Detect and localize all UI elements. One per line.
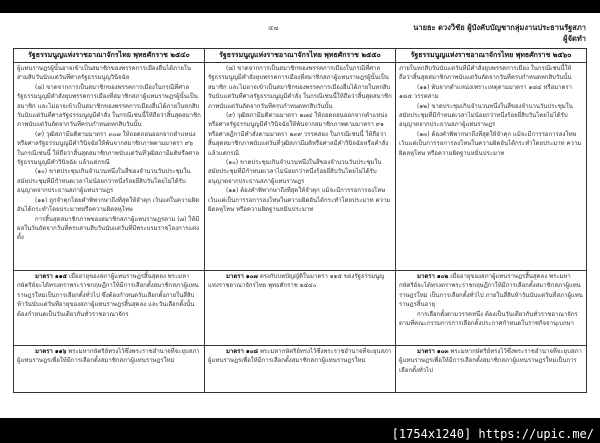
paragraph-text: พระมหากษัตริย์ทรงไว้ซึ่งพระราชอำนาจที่จะยุบสภาผู้แทนราษฎรเพื่อให้มีการเลือกตั้งสมาชิกสภาผู้แทนราษฎรใหม่เป็นการเลือกตั้งทั่วไป xyxy=(399,348,582,374)
paragraph xyxy=(399,102,583,130)
paragraph xyxy=(208,347,392,366)
paragraph-text: (๑๑) พ้นจากตำแหน่งเพราะเหตุตามมาตรา ๑๘๔ หรือมาตรา ๑๘๕ วรรคสาม xyxy=(399,83,573,101)
table-cell xyxy=(14,346,205,393)
paragraph xyxy=(17,130,201,168)
paragraph xyxy=(208,186,392,214)
column-header-2550: รัฐธรรมนูญแห่งราชอาณาจักรไทย พุทธศักราช ๒๕๕๐ xyxy=(205,49,396,63)
table-cell xyxy=(205,63,396,271)
author-block xyxy=(413,22,586,44)
section-number: มาตรา ๑๑๖ xyxy=(35,348,67,355)
section-number: มาตรา ๑๐๒ xyxy=(417,273,449,280)
paragraph-text: (๑๐) ขาดประชุมเกินจำนวนหนึ่งในสี่ของจำนวนวันประชุมในสมัยประชุมที่มีกำหนดเวลาไม่น้อยกว่าหนึ่งร้อยยี่สิบวันโดยไม่ได้รับอนุญาตจากประธานสภาผู้แทนราษฎร xyxy=(17,168,191,195)
paragraph-text: (๑๒) ขาดประชุมเกินจำนวนหนึ่งในสี่ของจำนวนวันประชุมในสมัยประชุมที่มีกำหนดเวลาไม่น้อยกว่าหนึ่งร้อยยี่สิบวันโดยไม่ได้รับอนุญาตจากประธานสภาผู้แทนราษฎร xyxy=(399,102,573,129)
paragraph xyxy=(17,272,201,319)
paragraph xyxy=(17,64,201,83)
section-number: มาตรา ๑๑๕ xyxy=(35,273,68,280)
paragraph xyxy=(399,272,583,310)
table-cell xyxy=(205,346,396,393)
table-row xyxy=(14,63,587,271)
column-header-2560: รัฐธรรมนูญแห่งราชอาณาจักรไทย พุทธศักราช ๒๕๖๐ xyxy=(396,49,587,63)
paragraph-text: การสิ้นสุดสมาชิกภาพของสมาชิกสภาผู้แทนราษฎรตาม (๗) ให้มีผลในวันถัดจากวันที่ครบสามสิบวันนับแต่วันที่มีพระบรมราชโองการแต่งตั้ง xyxy=(17,215,200,242)
paragraph-text: (๘) ขาดจากการเป็นสมาชิกของพรรคการเมืองในกรณีที่ศาลรัฐธรรมนูญมีคำสั่งยุบพรรคการเมืองที่สมาชิกสภาผู้แทนราษฎรผู้นั้นเป็นสมาชิก และไม่อาจเข้าเป็นสมาชิกของพรรคการเมืองอื่นได้ภายในหกสิบวันนับแต่วันที่ศาลรัฐธรรมนูญมีคำสั่ง ในกรณีเช่นนี้ให้ถือว่าสิ้นสุดสมาชิกภาพนับแต่วันถัดจากวันที่ครบกำหนดหกสิบวันนั้น xyxy=(17,83,201,129)
page-number: ๕๗ xyxy=(268,24,279,32)
table-cell xyxy=(396,63,587,271)
section-number: มาตรา ๑๐๓ xyxy=(417,348,449,355)
paragraph-text: (๑๓) ต้องคำพิพากษาถึงที่สุดให้จำคุก แม้จะมีการรอการลงโทษ เว้นแต่เป็นการรอการลงโทษในความผิดอันได้กระทำโดยประมาท ความผิดลหุโทษ หรือความผิดฐานหมิ่นประมาท xyxy=(399,130,582,157)
paragraph-text: (๙) วุฒิสภามีมติตามมาตรา ๒๗๔ ให้ถอดถอนออกจากตำแหน่ง หรือศาลรัฐธรรมนูญมีคำวินิจฉัยให้พ้นจากสมาชิกภาพตามมาตรา ๙๑ หรือศาลฎีกามีคำสั่งตามมาตรา ๒๓๙ วรรคสอง ในกรณีเช่นนี้ ให้ถือว่าสิ้นสุดสมาชิกภาพนับแต่วันที่วุฒิสภามีมติหรือศาลมีคำวินิจฉัยหรือคำสั่ง แล้วแต่กรณี xyxy=(208,112,389,157)
paragraph xyxy=(208,111,392,158)
paragraph-text: (๑๑) ต้องคำพิพากษาถึงที่สุดให้จำคุก แม้จะมีการรอการลงโทษ เว้นแต่เป็นการรอการลงโทษในความผิดอันได้กระทำโดยประมาท ความผิดลหุโทษ หรือความผิดฐานหมิ่นประมาท xyxy=(208,187,391,214)
paragraph-text: การเลือกตั้งตามวรรคหนึ่ง ต้องเป็นวันเดียวกันทั่วราชอาณาจักร ตามที่คณะกรรมการการเลือกตั้งประกาศกำหนดในราชกิจจานุเบกษา xyxy=(399,310,578,328)
author-name: นายธะ ดวงวิชัย ผู้บังคับบัญชากลุ่มงานประธานรัฐสภา xyxy=(413,23,586,32)
paragraph xyxy=(208,272,392,291)
paragraph xyxy=(17,196,201,215)
paragraph-text: ภายในหกสิบวันนับแต่วันที่มีคำสั่งยุบพรรคการเมือง ในกรณีเช่นนี้ให้ถือว่าสิ้นสุดสมาชิกภาพนับแต่วันถัดจากวันที่ครบกำหนดหกสิบวันนั้น xyxy=(399,65,572,82)
paragraph xyxy=(208,158,392,186)
paragraph-text: (๙) วุฒิสภามีมติตามมาตรา ๓๐๗ ให้ถอดถอนออกจากตำแหน่ง หรือศาลรัฐธรรมนูญมีคำวินิจฉัยให้พ้นจากสมาชิกภาพตามมาตรา ๙๖ ในกรณีเช่นนี้ ให้ถือว่าสิ้นสุดสมาชิกภาพนับแต่วันที่วุฒิสภามีมติหรือศาลรัฐธรรมนูญมีคำวินิจฉัย แล้วแต่กรณี xyxy=(17,130,200,167)
table-row xyxy=(14,271,587,346)
table-cell xyxy=(396,271,587,346)
table-cell xyxy=(205,271,396,346)
section-number: มาตรา ๑๐๗ xyxy=(226,273,258,280)
watermark-text: [1754x1240] https://upic.me/ xyxy=(391,427,594,441)
paragraph-text: เมื่ออายุของสภาผู้แทนราษฎรสิ้นสุดลง พระมหากษัตริย์จะได้ทรงตราพระราชกฤษฎีกาให้มีการเลือกตั้งสมาชิกสภาผู้แทนราษฎรใหม่ เป็นการเลือกตั้งทั่วไป ภายในสี่สิบห้าวันนับแต่วันที่สภาผู้แทนราษฎรสิ้นอายุ xyxy=(399,273,583,309)
paragraph-text: (๑๑) ถูกจำคุกโดยคำพิพากษาถึงที่สุดให้จำคุก เว้นแต่ในความผิดอันได้กระทำโดยประมาทหรือความผิดลหุโทษ xyxy=(17,196,200,214)
paragraph-text: (๑๐) ขาดประชุมเกินจำนวนหนึ่งในสี่ของจำนวนวันประชุมในสมัยประชุมที่มีกำหนดเวลาไม่น้อยกว่าหนึ่งร้อยยี่สิบวันโดยไม่ได้รับอนุญาตจากประธานสภาผู้แทนราษฎร xyxy=(208,159,382,185)
paragraph xyxy=(17,215,201,243)
paragraph xyxy=(399,130,583,158)
table-cell xyxy=(396,346,587,393)
paragraph xyxy=(17,167,201,195)
paragraph-text: เมื่ออายุของสภาผู้แทนราษฎรสิ้นสุดลง พระมหากษัตริย์จะได้ทรงตราพระราชกฤษฎีกาให้มีการเลือกตั้งสมาชิกสภาผู้แทนราษฎรใหม่เป็นการเลือกตั้งทั่วไป ซึ่งต้องกำหนดวันเลือกตั้งภายในสี่สิบห้าวันนับแต่วันที่อายุของสภาผู้แทนราษฎรสิ้นสุดลง และวันเลือกตั้งนั้นต้องกำหนดเป็นวันเดียวกันทั่วราชอาณาจักร xyxy=(17,273,199,318)
table-row xyxy=(14,346,587,393)
paragraph xyxy=(399,83,583,102)
paragraph-text: พระมหากษัตริย์ทรงไว้ซึ่งพระราชอำนาจที่จะยุบสภาผู้แทนราษฎรเพื่อให้มีการเลือกตั้งสมาชิกสภาผู้แทนราษฎรใหม่ xyxy=(208,348,392,365)
section-number: มาตรา ๑๐๘ xyxy=(226,348,259,355)
author-role: ผู้จัดทำ xyxy=(563,34,586,43)
paragraph-text: ผู้แทนราษฎรผู้นั้นอาจเข้าเป็นสมาชิกของพรรคการเมืองอื่นได้ภายใน สามสิบวันนับแต่วันที่ศาลรัฐธรรมนูญวินิจฉัย xyxy=(17,65,191,82)
paragraph xyxy=(399,64,583,83)
paragraph-text: (๘) ขาดจากการเป็นสมาชิกของพรรคการเมืองในกรณีที่ศาลรัฐธรรมนูญมีคำสั่งยุบพรรคการเมืองที่สมาชิกสภาผู้แทนราษฎรผู้นั้นเป็นสมาชิก และไม่อาจเข้าเป็นสมาชิกของพรรคการเมืองอื่นได้ภายในหกสิบวันนับแต่วันที่ศาลรัฐธรรมนูญมีคำสั่ง ในกรณีเช่นนี้ให้ถือว่าสิ้นสุดสมาชิกภาพนับแต่วันถัดจากวันที่ครบกำหนดหกสิบวันนั้น xyxy=(208,65,392,110)
paragraph xyxy=(399,347,583,375)
paragraph xyxy=(399,310,583,329)
table-cell xyxy=(14,271,205,346)
paragraph-text: ตรงกับบทบัญญัติในมาตรา ๑๑๕ ของรัฐธรรมนูญแห่งราชอาณาจักรไทย พุทธศักราช ๒๕๔๐ xyxy=(208,273,385,290)
table-cell xyxy=(14,63,205,271)
document-page xyxy=(0,13,600,418)
constitution-comparison-table xyxy=(13,48,587,393)
paragraph xyxy=(17,83,201,130)
paragraph xyxy=(208,64,392,111)
column-header-2540: รัฐธรรมนูญแห่งราชอาณาจักรไทย พุทธศักราช ๒๕๔๐ xyxy=(14,49,205,63)
table-header-row xyxy=(14,49,587,63)
paragraph-text: พระมหากษัตริย์ทรงไว้ซึ่งพระราชอำนาจที่จะยุบสภาผู้แทนราษฎรเพื่อให้มีการเลือกตั้งสมาชิกสภาผู้แทนราษฎรใหม่ xyxy=(17,348,200,365)
paragraph xyxy=(17,347,201,366)
